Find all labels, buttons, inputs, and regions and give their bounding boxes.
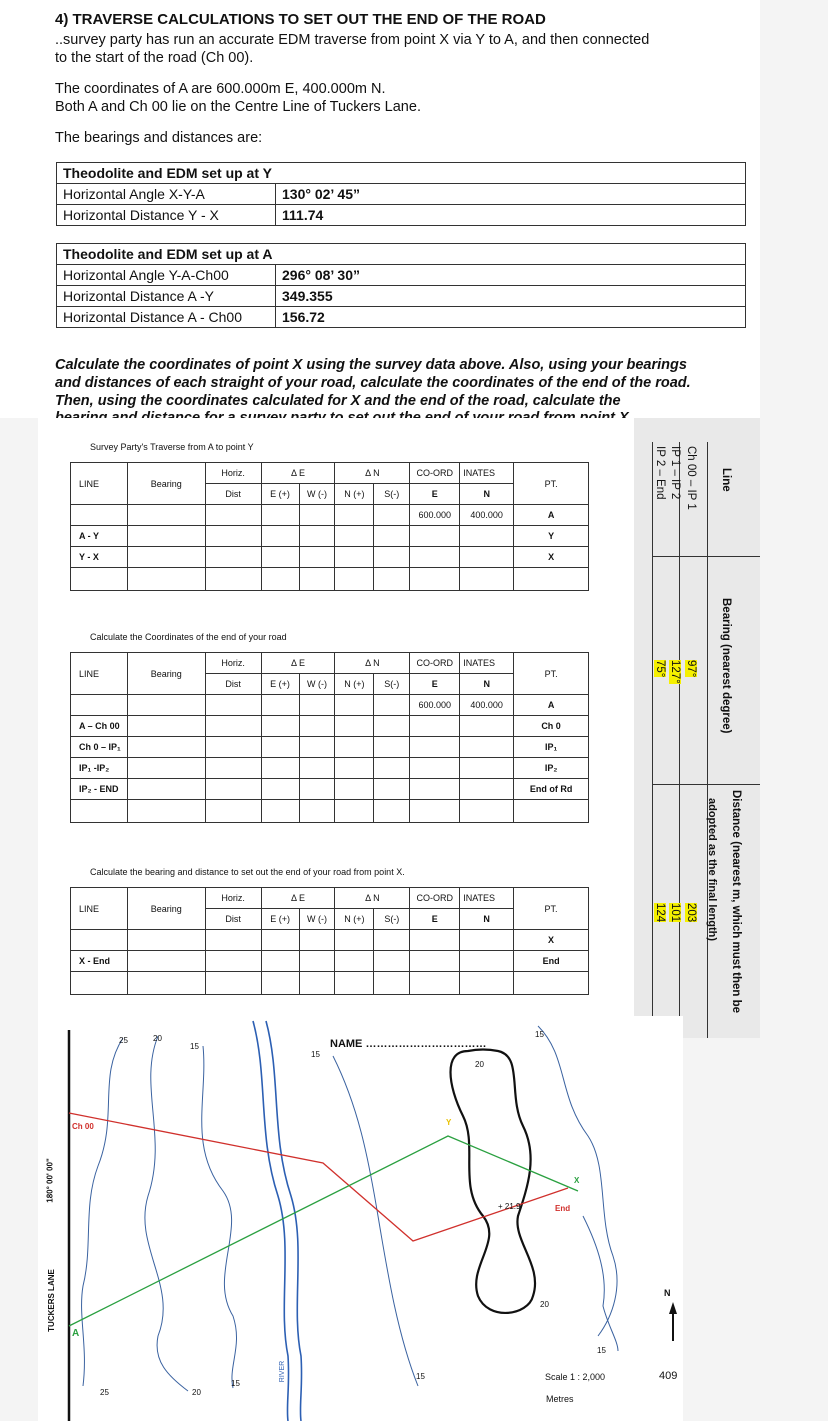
hdr-delta-e: Δ E <box>261 653 335 674</box>
hdr-coord-b: INATES <box>460 653 514 674</box>
point-label: End <box>514 951 589 972</box>
contour-label: 15 <box>311 1050 320 1059</box>
hdr-horiz: Horiz. <box>205 463 261 484</box>
design-row-bearing: 127° <box>669 660 681 684</box>
setup-a-value: 296° 08’ 30” <box>276 265 746 286</box>
hdr-dist: Dist <box>205 484 261 505</box>
contour-label: 15 <box>231 1379 240 1388</box>
intro-line-1: ..survey party has run an accurate EDM traverse from point X via Y to A, and then connected <box>55 32 650 48</box>
hdr-coord-a: CO-ORD <box>410 888 460 909</box>
hdr-pt: PT. <box>514 888 589 930</box>
point-label: X <box>514 547 589 568</box>
hdr-bearing: Bearing <box>127 653 205 695</box>
design-header-distance-a: Distance (nearest m, which must then be <box>730 790 742 1014</box>
contour-label: 25 <box>119 1036 128 1045</box>
setup-a-label: Horizontal Distance A -Y <box>57 286 276 307</box>
point-label: A <box>514 695 589 716</box>
task-line-3: Then, using the coordinates calculated for X and the end of the road, calculate the <box>55 393 621 409</box>
contour-line <box>333 1056 418 1386</box>
hdr-delta-e: Δ E <box>261 888 335 909</box>
north-arrowhead <box>669 1302 677 1314</box>
hdr-coord-a: CO-ORD <box>410 463 460 484</box>
setup-y-table <box>56 162 746 226</box>
hdr-line: LINE <box>71 888 128 930</box>
hdr-n-pos: N (+) <box>335 909 374 930</box>
question-heading: 4) TRAVERSE CALCULATIONS TO SET OUT THE END OF THE ROAD <box>55 11 546 28</box>
hdr-coord-b: INATES <box>460 888 514 909</box>
road-coords-table <box>70 652 589 823</box>
contour-line <box>82 1038 123 1386</box>
hdr-coord-a: CO-ORD <box>410 653 460 674</box>
setup-y-value: 111.74 <box>276 205 746 226</box>
hdr-bearing: Bearing <box>127 463 205 505</box>
setup-y-value: 130° 02’ 45” <box>276 184 746 205</box>
line-label: IP₁ -IP₂ <box>71 758 128 779</box>
setup-a-label: Horizontal Angle Y-A-Ch00 <box>57 265 276 286</box>
design-header-bearing: Bearing (nearest degree) <box>720 598 732 734</box>
hdr-pt: PT. <box>514 653 589 695</box>
traverse-table <box>70 462 589 591</box>
point-label: Y <box>514 526 589 547</box>
setup-y-title: Theodolite and EDM set up at Y <box>57 163 746 184</box>
hdr-coord-b: INATES <box>460 463 514 484</box>
ch00-label: Ch 00 <box>72 1122 94 1131</box>
question-sheet <box>0 0 760 418</box>
units-label: Metres <box>546 1394 574 1404</box>
coords-line: The coordinates of A are 600.000m E, 400.000m N. <box>55 81 386 97</box>
point-a-label: A <box>72 1328 80 1339</box>
design-row-bearing: 97° <box>685 660 697 678</box>
hdr-w-neg: W (-) <box>299 674 335 695</box>
hdr-n-pos: N (+) <box>335 674 374 695</box>
hdr-delta-n: Δ N <box>335 653 410 674</box>
line-label: A – Ch 00 <box>71 716 128 737</box>
point-label: Ch 0 <box>514 716 589 737</box>
task-line-4 <box>55 411 633 418</box>
start-e: 600.000 <box>410 505 460 526</box>
hdr-e-pos: E (+) <box>261 909 299 930</box>
design-row-distance: 101 <box>669 903 681 923</box>
contour-label: 15 <box>416 1372 425 1381</box>
contour-label: 20 <box>475 1060 484 1069</box>
hdr-horiz: Horiz. <box>205 653 261 674</box>
hdr-e: E <box>410 909 460 930</box>
setup-y-label: Horizontal Distance Y - X <box>57 205 276 226</box>
road-coords-caption: Calculate the Coordinates of the end of your road <box>90 632 287 642</box>
hdr-n: N <box>460 674 514 695</box>
hdr-delta-n: Δ N <box>335 888 410 909</box>
line-label: X - End <box>71 951 128 972</box>
setup-a-label: Horizontal Distance A - Ch00 <box>57 307 276 328</box>
setup-y-label: Horizontal Angle X-Y-A <box>57 184 276 205</box>
hdr-w-neg: W (-) <box>299 484 335 505</box>
setout-caption: Calculate the bearing and distance to set out the end of your road from point X. <box>90 867 405 877</box>
contour-label: 15 <box>597 1346 606 1355</box>
name-field-label: NAME …………………………… <box>330 1038 487 1050</box>
contour-label: 15 <box>535 1030 544 1039</box>
contour-label: 20 <box>540 1300 549 1309</box>
bearings-intro: The bearings and distances are: <box>55 130 263 146</box>
hdr-line: LINE <box>71 463 128 505</box>
road-centre-line <box>69 1113 571 1241</box>
contour-label: 15 <box>190 1042 199 1051</box>
design-row-line: IP 1 – IP 2 <box>669 446 681 500</box>
hdr-bearing: Bearing <box>127 888 205 930</box>
hdr-delta-e: Δ E <box>261 463 335 484</box>
contour-line <box>583 1216 618 1351</box>
hdr-dist: Dist <box>205 909 261 930</box>
centre-line-text: Both A and Ch 00 lie on the Centre Line of Tuckers Lane. <box>55 99 421 115</box>
worksheet <box>38 418 634 1016</box>
point-y-label: Y <box>446 1118 452 1127</box>
hdr-pt: PT. <box>514 463 589 505</box>
road-bearing-label: 180° 00' 00" <box>45 1158 55 1203</box>
point-label: X <box>514 930 589 951</box>
hdr-e: E <box>410 484 460 505</box>
hdr-s-neg: S(-) <box>374 484 410 505</box>
hdr-n: N <box>460 484 514 505</box>
setout-table <box>70 887 589 995</box>
setup-a-title: Theodolite and EDM set up at A <box>57 244 746 265</box>
design-row-distance: 124 <box>654 903 666 923</box>
design-row-distance: 203 <box>685 903 697 923</box>
design-table <box>634 418 760 1038</box>
design-row-line: IP 2 – End <box>654 446 666 500</box>
start-n: 400.000 <box>460 505 514 526</box>
hdr-n: N <box>460 909 514 930</box>
contour-label: 20 <box>192 1388 201 1397</box>
page-number: 409 <box>659 1370 678 1382</box>
line-label: Ch 0 – IP₁ <box>71 737 128 758</box>
river-label: RIVER <box>279 1360 287 1383</box>
hdr-s-neg: S(-) <box>374 674 410 695</box>
start-n: 400.000 <box>460 695 514 716</box>
line-label: IP₂ - END <box>71 779 128 800</box>
hdr-line: LINE <box>71 653 128 695</box>
point-label: IP₂ <box>514 758 589 779</box>
line-label: Y - X <box>71 547 128 568</box>
hill-contour <box>451 1050 536 1313</box>
contour-label: 20 <box>153 1034 162 1043</box>
point-label: End of Rd <box>514 779 589 800</box>
tuckers-lane-label: TUCKERS LANE <box>46 1269 56 1332</box>
contour-line <box>202 1046 237 1388</box>
point-x-label: X <box>574 1176 580 1185</box>
hdr-horiz: Horiz. <box>205 888 261 909</box>
map-drawing <box>38 1016 683 1421</box>
hdr-s-neg: S(-) <box>374 909 410 930</box>
scale-label: Scale 1 : 2,000 <box>545 1372 606 1382</box>
setup-a-table <box>56 243 746 328</box>
contour-label: 25 <box>100 1388 109 1397</box>
contour-line <box>145 1036 188 1391</box>
hdr-e-pos: E (+) <box>261 674 299 695</box>
hdr-w-neg: W (-) <box>299 909 335 930</box>
design-header-distance-b: adopted as the final length) <box>706 798 718 942</box>
task-line-2: and distances of each straight of your road, calculate the coordinates of the end of the road. <box>55 375 691 391</box>
point-label: IP₁ <box>514 737 589 758</box>
point-label: A <box>514 505 589 526</box>
design-row-line: Ch 00 – IP 1 <box>685 446 697 510</box>
line-label: A - Y <box>71 526 128 547</box>
north-label: N <box>664 1288 671 1298</box>
traverse-caption: Survey Party's Traverse from A to point Y <box>90 442 254 452</box>
setup-a-value: 349.355 <box>276 286 746 307</box>
spot-height: + 21.9 <box>498 1202 521 1211</box>
hdr-dist: Dist <box>205 674 261 695</box>
start-e: 600.000 <box>410 695 460 716</box>
intro-line-2: to the start of the road (Ch 00). <box>55 50 254 66</box>
hdr-e-pos: E (+) <box>261 484 299 505</box>
setup-a-value: 156.72 <box>276 307 746 328</box>
hdr-n-pos: N (+) <box>335 484 374 505</box>
end-label: End <box>555 1204 571 1213</box>
hdr-delta-n: Δ N <box>335 463 410 484</box>
design-header-line: Line <box>720 468 732 492</box>
site-map <box>38 1016 683 1421</box>
hdr-e: E <box>410 674 460 695</box>
task-line-1: Calculate the coordinates of point X using the survey data above. Also, using your bearings <box>55 357 687 373</box>
design-row-bearing: 75° <box>654 660 666 678</box>
traverse-line <box>69 1136 578 1326</box>
